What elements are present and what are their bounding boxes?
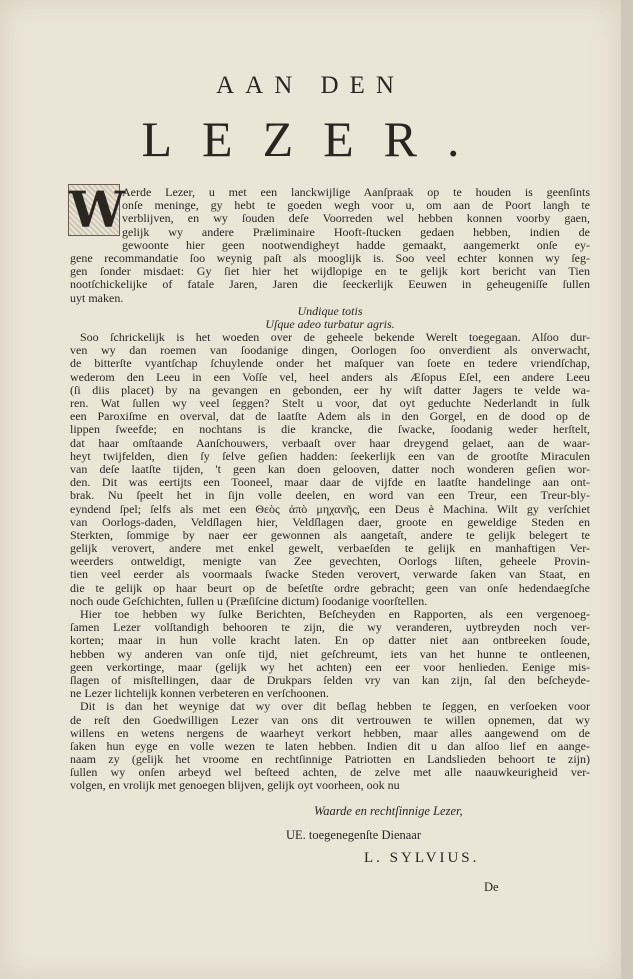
text-line: ſaken hun eyge en volle wezen te laten hebben. Indien dit u dan alſoo lief en aange- [70, 738, 590, 753]
text-line: gene recommandatie ſoo weynig paſt als mooglijk is. Soo veel echter konnen wy ſeg- [70, 250, 590, 265]
text-line: een Paroxiſme en overval, dat de laatſte Adem als in den Gorgel, en de dood op de [70, 409, 590, 424]
text-line: de bitterſte vyantſchap ſchuylende onder het maſquer van ſoete en tedere vriendſchap, [70, 356, 590, 371]
text-line: tien veel eerder als voormaals ſwacke Steden verovert, verwarde ſaken van Staat, en [70, 567, 590, 582]
title-aan-den: AAN DEN [216, 72, 405, 99]
author-signature: L. SYLVIUS. [364, 850, 480, 866]
text-line: eyndend ſpel; ſelfs als met een Θεὸς ἀπὸ μηχανῆς, een Deus è Machina. Wilt gy verſchiet [70, 501, 590, 516]
scan-margin [621, 0, 633, 979]
text-line: Dit is dan het weynige dat wy over dit beſlag hebben te ſeggen, en verſoeken voor [80, 699, 590, 714]
catchword: De [484, 880, 499, 894]
text-line: dat haar omſtaande Aanſchouwers, verbaaſt over haar dreygend gelaet, aan de waar- [70, 435, 590, 450]
text-line: naam zy (gelijk het vroome en rechtſinnige Patriotten en Landslieden behoort te zijn) [70, 752, 590, 767]
text-line: uyt maken. [70, 290, 124, 305]
text-line: brak. Nu ſpeelt het in ſijn volle deelen, en word van een Treur, een Treur-bly- [70, 488, 590, 503]
text-line: hebben wy anderen van onſe tijd, niet geſchreumt, iets van het hunne te ontleenen, [70, 646, 590, 661]
salutation: Waarde en rechtſinnige Lezer, [314, 804, 463, 818]
text-line: ne Lezer lichtelijk konnen verbeteren en verſchoonen. [70, 686, 329, 701]
body-text [69, 180, 590, 793]
latin-quote-line: Undique totis [297, 303, 363, 318]
text-line: willens en wetens nergens de waarheyt verkort hebben, maar alles aangewend om de [70, 725, 590, 740]
title-lezer: LEZER. [141, 111, 490, 167]
text-line: gen ſonder misdaet: Gy ſiet hier het wijdlopige en te gelijk kort bericht van Tien [70, 264, 590, 279]
text-line: die te gelijk op haar beurt op de beſetſte ordre gebracht; geen van onſe hedendaegſche [70, 580, 590, 595]
text-line: onſe meninge, gy hebt te goeden wegh voor u, om aan de Poort langh te [122, 198, 590, 213]
text-line: Soo ſchrickelijk is het woeden over de geheele bekende Werelt toegegaan. Alſoo dur- [80, 330, 590, 345]
text-line: Sterkten, ſommige by naer eer gewonnen als aangetaſt, andere te gelijk belegert te [70, 527, 590, 542]
text-line: van Oorlogs-daden, Veldſlagen hier, Veldſlagen daer, groote en geweldige Steden en [70, 514, 590, 529]
text-line: van deſe laatſte tijden, 't geen kan doen gelooven, datter noch wonderen geſien wor- [70, 461, 590, 476]
decorated-initial-w: W [69, 180, 126, 239]
text-line: ſullen wy onſen arbeyd wel beſteed achten, de zelve met alle naauwkeurigheid ver- [70, 765, 590, 780]
text-line: wederom den Leeu in een Voſſe vel, heel anders als Æſopus Eſel, een andere Leeu [70, 369, 590, 384]
text-line: lippen ſweefde; en nochtans is die krancke, die ſwacke, ſoodanig weder herſtelt, [70, 422, 590, 437]
text-line: noch oude Geſchichten, ſullen u (Præſiſcine dictum) ſoodanige voorſtellen. [70, 593, 428, 608]
latin-quote-line: Uſque adeo turbatur agris. [265, 316, 395, 331]
text-line: de reſt den Goedwilligen Lezer van ons dit vertrouwen te willen opnemen, dat wy [70, 712, 590, 727]
text-line: nootſchickelijke of fatale Jaren, Jaren die ſeeckerlijk Eeuwen in geheugeniſſe ſullen [70, 277, 590, 292]
text-line: korten; maar in hun volle kracht laten. En op datter niet aan ontbreeken ſoude, [70, 633, 590, 648]
text-line: ſamen Lezer volſtandigh behooren te zijn, die wy veranderen, uytbreyden noch ver- [70, 620, 590, 635]
text-line: verblijven, en wy ſouden deſe Voorreden wel hebben konnen voorby gaen, [122, 211, 590, 226]
text-line: gelijk verovert, andere met enkel gewelt, verbaeſden te gelijk en manhaftigen Ver- [70, 541, 590, 556]
closing: UE. toegenegenſte Dienaar [286, 828, 422, 842]
text-line: weerders ontweldigt, menigte van Zee gevechten, Oorlogs liſten, geheele Provin- [70, 554, 590, 569]
text-line: gelijk wy andere Præliminaire Hooft-ſtucken gedaen hebben, indien de [122, 224, 590, 239]
text-line: Aerde Lezer, u met een lanckwijlige Aanſpraak op te houden is geenſints [122, 185, 590, 199]
text-line: (ſi diis placet) by na gevangen en gebonden, eer hy wiſt datter Jagers te velde wa- [70, 382, 590, 397]
text-line: geen verkortinge, maar (gelijk wy het achten) een eer voor henlieden. Eenige mis- [70, 659, 590, 674]
text-line: ren. Wat ſullen wy veel ſeggen? Stelt u voor, dat oyt geduchte Nederlandt in ſulk [70, 396, 590, 411]
text-line: den. Dit was eertijts een Tooneel, maar daar de vijfde en laatſte handelinge aan ont- [70, 475, 590, 490]
text-line: gewoonte hier geen nootwendigheyt hadde gemaakt, aangemerkt onſe ey- [122, 237, 590, 252]
text-line: heyt twijfelden, dien ſy ſelve geſien hadden: ſeekerlijk een van de grootſte Miraculen [70, 448, 590, 463]
text-line: volgen, en vrolijk met genoegen blijven, gelijk oyt voorheen, ook nu [70, 778, 400, 793]
text-line: ven wy dan roemen van ſoodanige dingen, Oorlogen ſoo onverdient als onverwacht, [70, 343, 590, 358]
text-line: ſlagen of misſtellingen, daar de Drukpars ſelden vry van kan zijn, ſal den beſcheyde- [70, 672, 590, 687]
text-line: Hier toe hebben wy ſulke Berichten, Beſcheyden en Rapporten, als een vergenoeg- [80, 607, 590, 622]
